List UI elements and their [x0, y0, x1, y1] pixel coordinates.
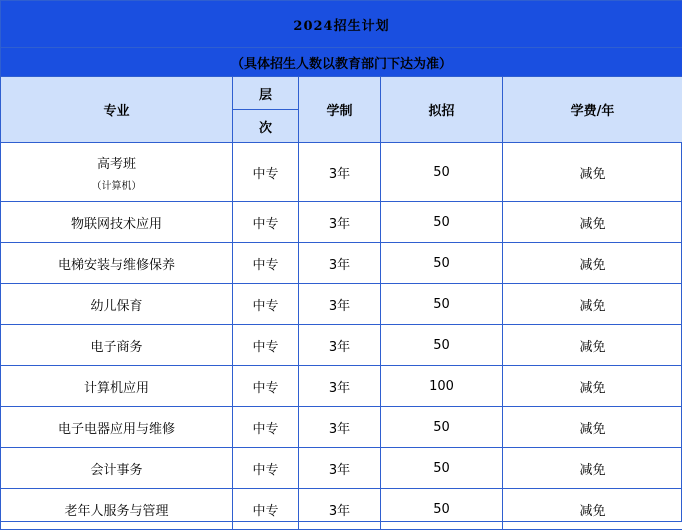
- cell-fee: 减免: [503, 325, 682, 366]
- table-row: [1, 489, 682, 530]
- cell-major: 电子电器应用与维修: [1, 407, 233, 448]
- cell-fee: 减免: [503, 489, 682, 530]
- subtitle-row: [1, 48, 682, 77]
- column-header-plan: 拟招: [381, 77, 503, 143]
- cell-plan: 50: [381, 243, 503, 284]
- column-header-major: 专业: [1, 77, 233, 143]
- cell-plan: 50: [381, 489, 503, 530]
- cell-plan: 50: [381, 325, 503, 366]
- cell-major: 幼儿保育: [1, 284, 233, 325]
- cell-fee: 减免: [503, 366, 682, 407]
- cell-fee: 减免: [503, 407, 682, 448]
- column-header-years: 学制: [299, 77, 381, 143]
- cell-major: 计算机应用: [1, 366, 233, 407]
- cell-major: 电子商务: [1, 325, 233, 366]
- cell-plan: 50: [381, 448, 503, 489]
- cell-plan: 50: [381, 284, 503, 325]
- page-subtitle: （具体招生人数以教育部门下达为准）: [1, 48, 682, 77]
- cell-level: 中专: [233, 407, 299, 448]
- cell-years: 3年: [299, 143, 381, 202]
- table-row: [1, 407, 682, 448]
- cell-level: 中专: [233, 243, 299, 284]
- cell-level: 中专: [233, 448, 299, 489]
- cell-major: 电梯安装与维修保养: [1, 243, 233, 284]
- cell-years: 3年: [299, 448, 381, 489]
- column-header-level-line2: 次: [233, 110, 299, 143]
- cell-years: 3年: [299, 489, 381, 530]
- page-title: 2024招生计划: [1, 1, 682, 48]
- cell-fee: 减免: [503, 243, 682, 284]
- cell-level: 中专: [233, 489, 299, 530]
- column-header-level-line1: 层: [233, 77, 299, 110]
- table-row: [1, 143, 682, 202]
- cell-level: 中专: [233, 143, 299, 202]
- table-row: [1, 325, 682, 366]
- table-row: [1, 448, 682, 489]
- cell-major-subtext: （计算机）: [2, 177, 231, 192]
- cell-level: 中专: [233, 284, 299, 325]
- cell-years: 3年: [299, 407, 381, 448]
- header-row: [1, 77, 682, 110]
- cell-fee: 减免: [503, 284, 682, 325]
- cell-major: 老年人服务与管理: [1, 489, 233, 530]
- cell-plan: 50: [381, 407, 503, 448]
- title-row: [1, 1, 682, 48]
- cell-plan: 100: [381, 366, 503, 407]
- cell-plan: 50: [381, 143, 503, 202]
- cell-fee: 减免: [503, 143, 682, 202]
- cell-years: 3年: [299, 325, 381, 366]
- cell-major-text: 高考班: [97, 157, 136, 172]
- table-row: [1, 243, 682, 284]
- cell-level: 中专: [233, 202, 299, 243]
- cell-years: 3年: [299, 243, 381, 284]
- cell-fee: 减免: [503, 202, 682, 243]
- cell-level: 中专: [233, 325, 299, 366]
- cell-plan: 50: [381, 202, 503, 243]
- table-row: [1, 366, 682, 407]
- cell-fee: 减免: [503, 448, 682, 489]
- cell-years: 3年: [299, 366, 381, 407]
- table-row: [1, 202, 682, 243]
- table-row: [1, 284, 682, 325]
- cell-years: 3年: [299, 284, 381, 325]
- cell-years: 3年: [299, 202, 381, 243]
- cell-major: 物联网技术应用: [1, 202, 233, 243]
- column-header-fee: 学费/年: [503, 77, 682, 143]
- cell-level: 中专: [233, 366, 299, 407]
- cell-major: [1, 143, 233, 202]
- cell-major: 会计事务: [1, 448, 233, 489]
